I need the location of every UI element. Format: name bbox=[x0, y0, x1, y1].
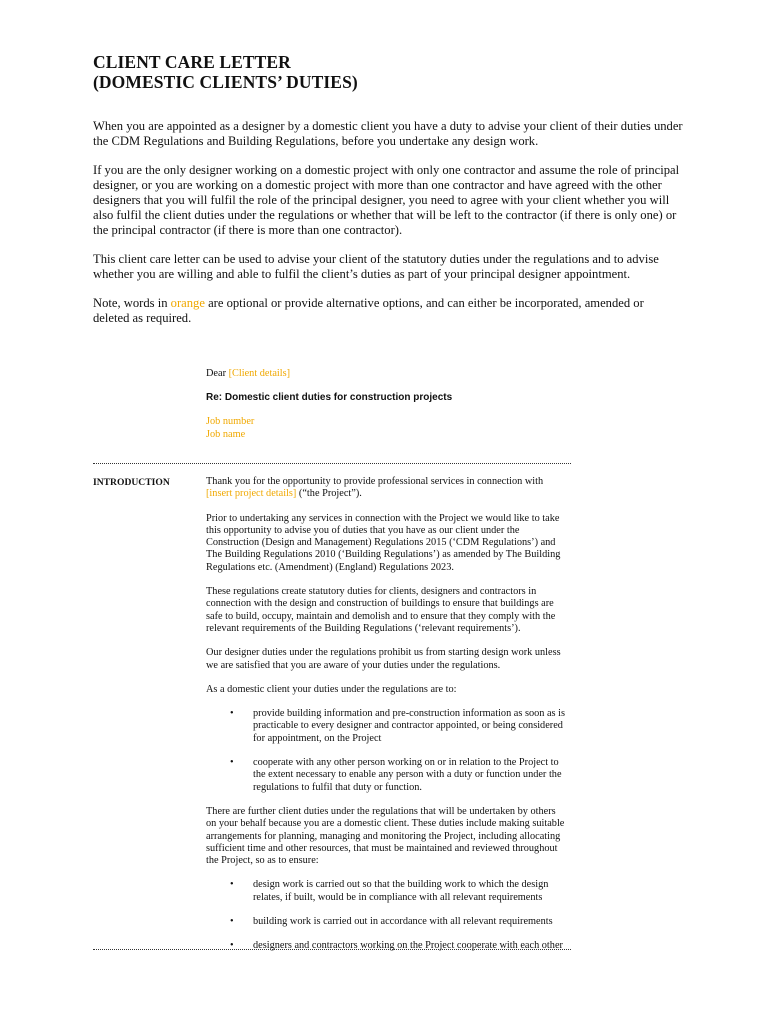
intro-body-paragraph-4: Our designer duties under the regulations prohibit us from starting design work unless we are satisfied that you are aware of your duties under the regulations. bbox=[206, 647, 561, 671]
intro-paragraph-4: Note, words in orange are optional or provide alternative options, and can either be incorporated, amended or deleted as required. bbox=[93, 296, 644, 325]
intro-body-paragraph-2: Prior to undertaking any services in connection with the Project we would like to take this opportunity to advise you of duties that you have as our client under the Construction (Design and Management) Regulations 2015 (‘CDM Regulations’) and The Building Regulations 2010 (‘Building Regulations’) as amended by The Building Regulations etc. (Amendment) (England) Regulations 2023. bbox=[206, 512, 561, 573]
list-item: • designers and contractors working on the Project cooperate with each other bbox=[230, 940, 563, 952]
subject-line: Re: Domestic client duties for construction projects bbox=[206, 391, 453, 403]
intro-paragraph-1: When you are appointed as a designer by a domestic client you have a duty to advise your client of their duties under the CDM Regulations and Building Regulations, before you undertake any design work. bbox=[93, 119, 683, 148]
intro-body-paragraph-6: There are further client duties under the regulations that will be undertaken by others on your behalf because you are a domestic client. These duties include making suitable arrangements for planning, managing and monitoring the Project, including allocating sufficient time and other resources, that must be maintained and reviewed throughout the Project, so as to ensure: bbox=[206, 805, 565, 867]
intro-body-paragraph-3: These regulations create statutory duties for clients, designers and contractors in connection with the design and construction of buildings to ensure that buildings are safe to build, occupy, maintain and demolish and to ensure that they comply with the relevant requirements of the Building Regulations (‘relevant requirements’). bbox=[206, 586, 556, 634]
job-name: Job name bbox=[206, 428, 246, 440]
list-item: • building work is carried out in accordance with all relevant requirements bbox=[230, 916, 553, 928]
orange-word: orange bbox=[170, 296, 205, 310]
job-number: Job number bbox=[206, 416, 255, 427]
introduction-section bbox=[206, 476, 568, 953]
job-references bbox=[206, 416, 576, 441]
project-details-placeholder: [insert project details] bbox=[206, 488, 297, 500]
intro-guidance bbox=[93, 119, 683, 340]
intro-paragraph-2: If you are the only designer working on a domestic project with only one contractor and assume the role of principal designer, or you are working on a domestic project with more than one contractor and have agreed with the other designers that you will fulfil the role of the principal designer, you need to agree with your client whether you will also fulfil the client duties under the regulations or whether that will be left to the contractor (if there is only one) or the principal contractor (if there is more than one contractor). bbox=[93, 163, 680, 237]
title-line-2: (DOMESTIC CLIENTS’ DUTIES) bbox=[93, 72, 358, 92]
list-item: • design work is carried out so that the building work to which the design relates, if built, would be in compliance with all relevant requirements bbox=[230, 879, 549, 903]
bullet-icon: • bbox=[230, 879, 234, 891]
list-item: • provide building information and pre-construction information as soon as is practicable to every designer and contractor appointed, or being considered for appointment, on the Project bbox=[230, 708, 565, 744]
list-item: • cooperate with any other person working on or in relation to the Project to the extent necessary to enable any person with a duty or function under the regulations to fulfil that duty or function. bbox=[230, 757, 562, 793]
bullet-icon: • bbox=[230, 916, 234, 928]
intro-body-paragraph-1: Thank you for the opportunity to provide professional services in connection with [insert project details] (“the Project”). bbox=[206, 476, 544, 500]
intro-body-paragraph-5: As a domestic client your duties under the regulations are to: bbox=[206, 683, 457, 695]
section-divider-top bbox=[93, 463, 571, 464]
section-divider-bottom bbox=[93, 949, 571, 950]
document-title bbox=[93, 52, 358, 92]
bullet-icon: • bbox=[230, 757, 234, 769]
section-label-introduction: INTRODUCTION bbox=[93, 477, 170, 488]
letter-heading bbox=[206, 368, 576, 441]
bullet-icon: • bbox=[230, 940, 234, 952]
bullet-icon: • bbox=[230, 708, 234, 720]
client-details-placeholder: [Client details] bbox=[228, 368, 291, 379]
client-duties-list bbox=[206, 708, 568, 794]
ensure-list bbox=[206, 879, 568, 952]
intro-paragraph-3: This client care letter can be used to advise your client of the statutory duties under the regulations and to advise whether you are willing and able to fulfil the client’s duties as part of your principal designer appointment. bbox=[93, 252, 659, 281]
title-line-1: CLIENT CARE LETTER bbox=[93, 52, 291, 72]
salutation: Dear [Client details] bbox=[206, 368, 291, 379]
